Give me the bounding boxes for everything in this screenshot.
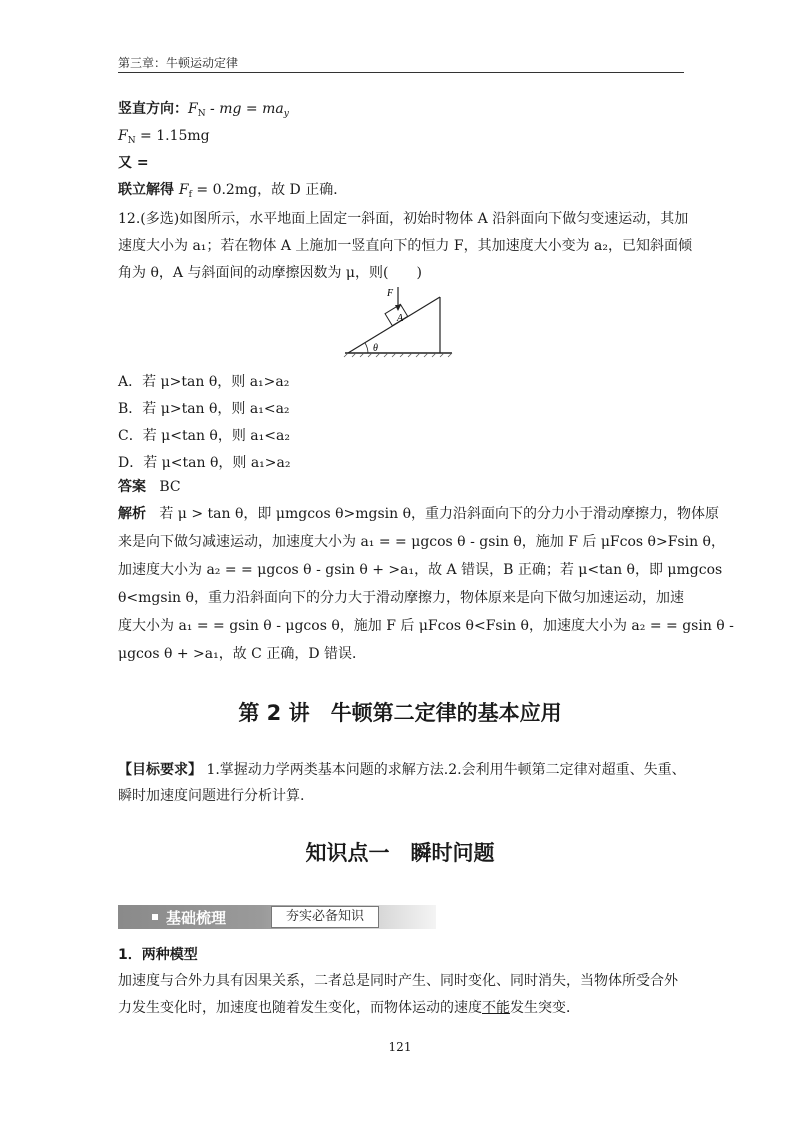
block-label: A xyxy=(397,313,404,324)
option-c: C．若 μ<tan θ，则 a₁<a₂ xyxy=(118,428,290,444)
eq-vertical xyxy=(118,100,289,123)
header-rule xyxy=(118,72,684,73)
body-para2 xyxy=(118,999,580,1017)
section-banner xyxy=(118,905,436,929)
eq-rest: = 1.15mg xyxy=(135,128,210,144)
angle-arc xyxy=(365,343,368,353)
force-label: F xyxy=(387,288,394,299)
knowledge-title: 知识点一 瞬时问题 xyxy=(305,841,495,865)
banner-label: 基础梳理 xyxy=(166,909,227,927)
solution-line1 xyxy=(118,505,719,523)
lecture-title: 第 2 讲 牛顿第二定律的基本应用 xyxy=(238,701,562,725)
goal-label: 【目标要求】 xyxy=(118,762,202,778)
solution-line3: 加速度大小为 a₂ = = μgcos θ - gsin θ + >a₁，故 A 错误，B 正确；若 μ<tan θ，即 μmgcos xyxy=(118,562,723,578)
eq-solve-label: 联立解得 xyxy=(118,182,179,198)
eq-sub: N xyxy=(127,136,136,146)
incline-figure xyxy=(340,283,460,358)
question-12-line3: 角为 θ，A 与斜面间的动摩擦因数为 μ，则( ) xyxy=(118,265,422,281)
question-12-line2: 速度大小为 a₁；若在物体 A 上施加一竖直向下的恒力 F，其加速度大小变为 a₂，已知斜面倾 xyxy=(118,238,692,254)
eq-var: F xyxy=(178,182,189,198)
option-a: A．若 μ>tan θ，则 a₁>a₂ xyxy=(118,374,290,390)
goal-text: 1.掌握动力学两类基本问题的求解方法.2.会利用牛顿第二定律对超重、失重、 xyxy=(202,762,686,778)
solution-line5: 度大小为 a₁ = = gsin θ - μgcos θ，施加 F 后 μFcos θ<Fsin θ，加速度大小为 a₂ = = gsin θ - xyxy=(118,618,734,634)
page-number: 121 xyxy=(388,1040,412,1054)
solution-line2: 来是向下做匀减速运动，加速度大小为 a₁ = = μgcos θ - gsin θ，施加 F 后 μFcos θ>Fsin θ， xyxy=(118,534,725,550)
eq-again: 又 = xyxy=(118,155,149,171)
goal-line1 xyxy=(118,761,686,779)
eq-var: F xyxy=(118,128,128,144)
option-d: D．若 μ<tan θ，则 a₁>a₂ xyxy=(118,455,291,471)
eq-solve xyxy=(118,181,347,204)
answer-line xyxy=(118,478,181,496)
goal-line2: 瞬时加速度问题进行分析计算. xyxy=(118,788,305,804)
solution-label: 解析 xyxy=(118,506,146,522)
square-bullet-icon xyxy=(152,914,158,920)
underlined-text: 不能 xyxy=(482,1000,510,1016)
body-text: 力发生变化时，加速度也随着发生变化，而物体运动的速度 xyxy=(118,1000,482,1016)
answer-label: 答案 xyxy=(118,479,146,495)
angle-label: θ xyxy=(373,343,378,354)
body-text: 发生突变． xyxy=(510,1000,580,1016)
option-b: B．若 μ>tan θ，则 a₁<a₂ xyxy=(118,401,290,417)
eq-fn xyxy=(118,127,210,150)
eq-sub: y xyxy=(283,109,289,119)
eq-vertical-label: 竖直方向： xyxy=(118,101,188,117)
solution-text: 若 μ > tan θ，即 μmgcos θ>mgsin θ，重力沿斜面向下的分力小于滑动摩擦力，物体原 xyxy=(159,506,720,522)
question-12-line1: 12.(多选)如图所示，水平地面上固定一斜面，初始时物体 A 沿斜面向下做匀变速运动，其加 xyxy=(118,211,689,227)
banner-box: 夯实必备知识 xyxy=(271,906,379,928)
eq-sub: N xyxy=(197,109,206,119)
eq-var: F xyxy=(188,101,198,117)
eq-sub: f xyxy=(188,190,192,200)
eq-rest: = 0.2mg，故 D 正确． xyxy=(191,182,348,198)
chapter-header: 第三章：牛顿运动定律 xyxy=(118,56,239,70)
eq-rest: - mg = ma xyxy=(205,101,284,117)
body-heading: 1．两种模型 xyxy=(118,947,198,963)
body-para1: 加速度与合外力具有因果关系，二者总是同时产生、同时变化、同时消失，当物体所受合外 xyxy=(118,973,678,989)
answer-value: BC xyxy=(159,479,181,495)
solution-line6: μgcos θ + >a₁，故 C 正确，D 错误． xyxy=(118,646,367,662)
solution-line4: θ<mgsin θ，重力沿斜面向下的分力大于滑动摩擦力，物体原来是向下做匀加速运动，加速 xyxy=(118,590,684,606)
